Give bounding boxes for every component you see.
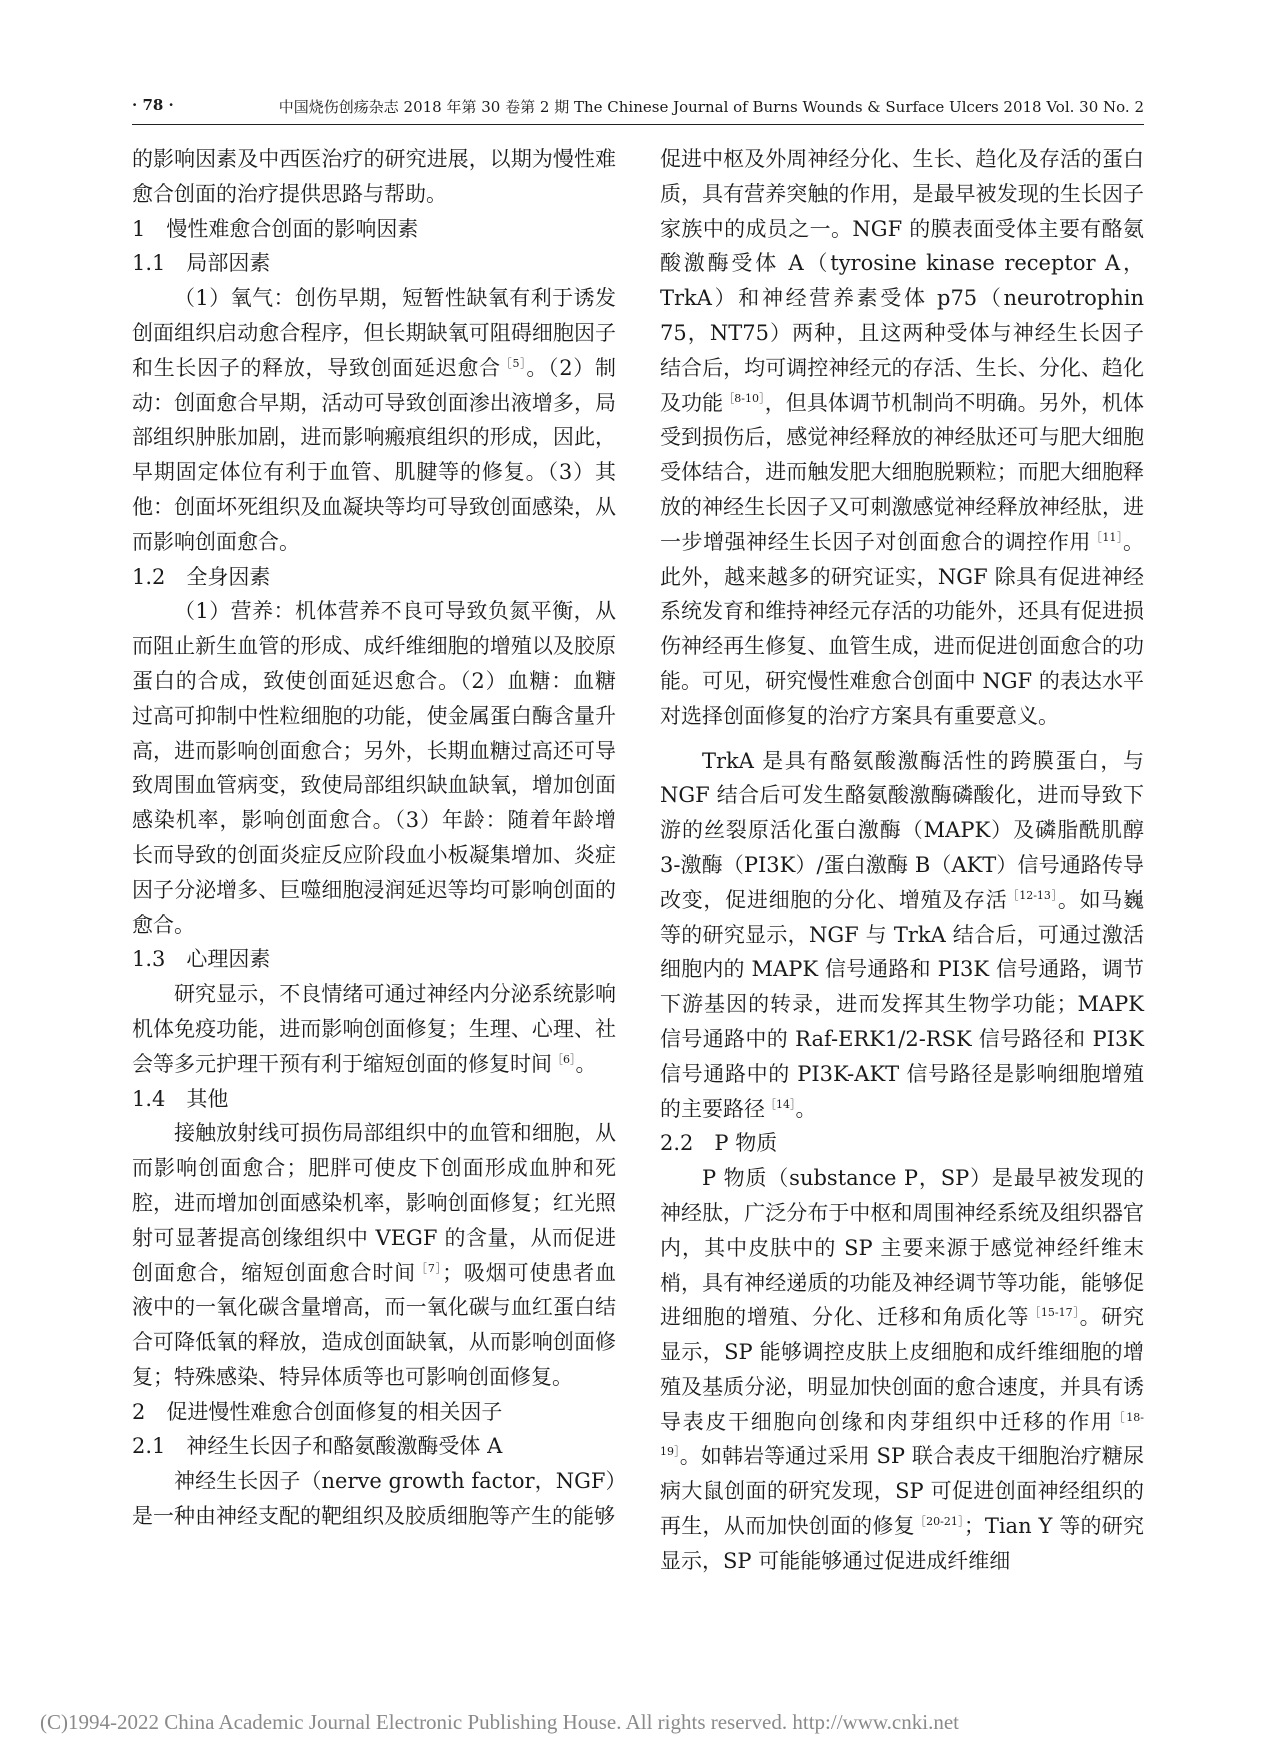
paragraph: P 物质（substance P，SP）是最早被发现的神经肽，广泛分布于中枢和周围神经系统及组织器官内，其中皮肤中的 SP 主要来源于感觉神经纤维末梢，具有神经递质的功能及神经调节等功能，能够促进细胞的增殖、分化、迁移和角质化等$^{[15-17]}$。研究显示，SP 能够调控皮肤上皮细胞和成纤维细胞的增殖及基质分泌，明显加快创面的愈合速度，并具有诱导表皮干细胞向创缘和肉芽组织中迁移的作用$^{[18-19]}$。如韩岩等通过采用 SP 联合表皮干细胞治疗糖尿病大鼠创面的研究发现，SP 可促进创面神经组织的再生，从而加快创面的修复$^{[20-21]}$；Tian Y 等的研究显示，SP 可能能够通过促进成纤维细 bbox=[660, 1166, 1145, 1573]
citation: ［8-10］ bbox=[723, 391, 765, 405]
citation: ［18-19］ bbox=[660, 1410, 1145, 1459]
section-heading: 1 慢性难愈合创面的影响因素 bbox=[132, 216, 419, 241]
right-column bbox=[660, 142, 1144, 1579]
section-heading: 2 促进慢性难愈合创面修复的相关因子 bbox=[132, 1399, 503, 1424]
citation: ［5］ bbox=[500, 356, 527, 370]
paragraph: 研究显示，不良情绪可通过神经内分泌系统影响机体免疫功能，进而影响创面修复；生理、心理、社会等多元护理干预有利于缩短创面的修复时间$^{[6]}$。 bbox=[132, 982, 616, 1076]
citation: ［7］ bbox=[416, 1261, 443, 1275]
paragraph: （1）氧气：创伤早期，短暂性缺氧有利于诱发创面组织启动愈合程序，但长期缺氧可阻碍细胞因子和生长因子的释放，导致创面延迟愈合$^{[5]}$。（2）制动：创面愈合早期，活动可导致创面渗出液增多，局部组织肿胀加剧，进而影响瘢痕组织的形成，因此，早期固定体位有利于血管、肌腱等的修复。（3）其他：创面坏死组织及血凝块等均可导致创面感染，从而影响创面愈合。 bbox=[132, 286, 616, 554]
left-column bbox=[132, 142, 616, 1534]
copyright-footer: (C)1994-2022 China Academic Journal Electronic Publishing House. All rights reserved. http://www.cnki.net bbox=[40, 1710, 959, 1734]
paragraph: TrkA 是具有酪氨酸激酶活性的跨膜蛋白，与 NGF 结合后可发生酪氨酸激酶磷酸化，进而导致下游的丝裂原活化蛋白激酶（MAPK）及磷脂酰肌醇 3-激酶（PI3K）/蛋白激酶 B（AKT）信号通路传导改变，促进细胞的分化、增殖及存活$^{[12-13]}$。如马巍等的研究显示，NGF 与 TrkA 结合后，可通过激活细胞内的 MAPK 信号通路和 PI3K 信号通路，调节下游基因的转录，进而发挥其生物学功能；MAPK 信号通路中的 Raf-ERK1/2-RSK 信号路径和 PI3K 信号通路中的 PI3K-AKT 信号路径是影响细胞增殖的主要路径$^{[14]}$。 bbox=[660, 748, 1145, 1121]
paragraph: 的影响因素及中西医治疗的研究进展，以期为慢性难愈合创面的治疗提供思路与帮助。 bbox=[132, 147, 616, 206]
subsection-heading: 1.1 局部因素 bbox=[132, 251, 271, 276]
journal-running-title: 中国烧伤创疡杂志 2018 年第 30 卷第 2 期 The Chinese Journal of Burns Wounds & Surface Ulcers 2018 Vol. 30 No. 2 bbox=[278, 98, 1144, 116]
paragraph: 神经生长因子（nerve growth factor，NGF）是一种由神经支配的靶组织及胶质细胞等产生的能够 bbox=[132, 1469, 616, 1529]
subsection-heading: 1.2 全身因素 bbox=[132, 564, 271, 589]
citation: ［14］ bbox=[765, 1097, 796, 1111]
citation: ［6］ bbox=[552, 1052, 576, 1066]
header-rule bbox=[132, 124, 1144, 125]
citation: ［15-17］ bbox=[1029, 1306, 1080, 1320]
citation: ［11］ bbox=[1090, 530, 1124, 544]
citation: ［12-13］ bbox=[1007, 888, 1058, 902]
citation: ［20-21］ bbox=[914, 1515, 964, 1529]
paragraph: 接触放射线可损伤局部组织中的血管和细胞，从而影响创面愈合；肥胖可使皮下创面形成血肿和死腔，进而增加创面感染机率，影响创面修复；红光照射可显著提高创缘组织中 VEGF 的含量，从而促进创面愈合，缩短创面愈合时间$^{[7]}$；吸烟可使患者血液中的一氧化碳含量增高，而一氧化碳与血红蛋白结合可降低氧的释放，造成创面缺氧，从而影响创面修复；特殊感染、特异体质等也可影响创面修复。 bbox=[132, 1121, 617, 1389]
subsection-heading: 2.2 P 物质 bbox=[660, 1131, 778, 1156]
page-number: · 78 · bbox=[132, 96, 174, 114]
subsection-heading: 1.3 心理因素 bbox=[132, 947, 271, 972]
paragraph: （1）营养：机体营养不良可导致负氮平衡，从而阻止新生血管的形成、成纤维细胞的增殖以及胶原蛋白的合成，致使创面延迟愈合。（2）血糖：血糖过高可抑制中性粒细胞的功能，使金属蛋白酶含量升高，进而影响创面愈合；另外，长期血糖过高还可导致周围血管病变，致使局部组织缺血缺氧，增加创面感染机率，影响创面愈合。（3）年龄：随着年龄增长而导致的创面炎症反应阶段血小板凝集增加、炎症因子分泌增多、巨噬细胞浸润延迟等均可影响创面的愈合。 bbox=[132, 599, 616, 937]
subsection-heading: 1.4 其他 bbox=[132, 1086, 229, 1111]
running-header bbox=[132, 96, 1144, 122]
paragraph: 促进中枢及外周神经分化、生长、趋化及存活的蛋白质，具有营养突触的作用，是最早被发现的生长因子家族中的成员之一。NGF 的膜表面受体主要有酪氨酸激酶受体 A（tyrosine kinase receptor A，TrkA）和神经营养素受体 p75（neurotrophin 75，NT75）两种，且这两种受体与神经生长因子结合后，均可调控神经元的存活、生长、分化、趋化及功能$^{[8-10]}$，但具体调节机制尚不明确。另外，机体受到损伤后，感觉神经释放的神经肽还可与肥大细胞受体结合，进而触发肥大细胞脱颗粒；而肥大细胞释放的神经生长因子又可刺激感觉神经释放神经肽，进一步增强神经生长因子对创面愈合的调控作用$^{[11]}$。此外，越来越多的研究证实，NGF 除具有促进神经系统发育和维持神经元存活的功能外，还具有促进损伤神经再生修复、血管生成，进而促进创面愈合的功能。可见，研究慢性难愈合创面中 NGF 的表达水平对选择创面修复的治疗方案具有重要意义。 bbox=[660, 147, 1145, 728]
subsection-heading: 2.1 神经生长因子和酪氨酸激酶受体 A bbox=[132, 1434, 503, 1459]
